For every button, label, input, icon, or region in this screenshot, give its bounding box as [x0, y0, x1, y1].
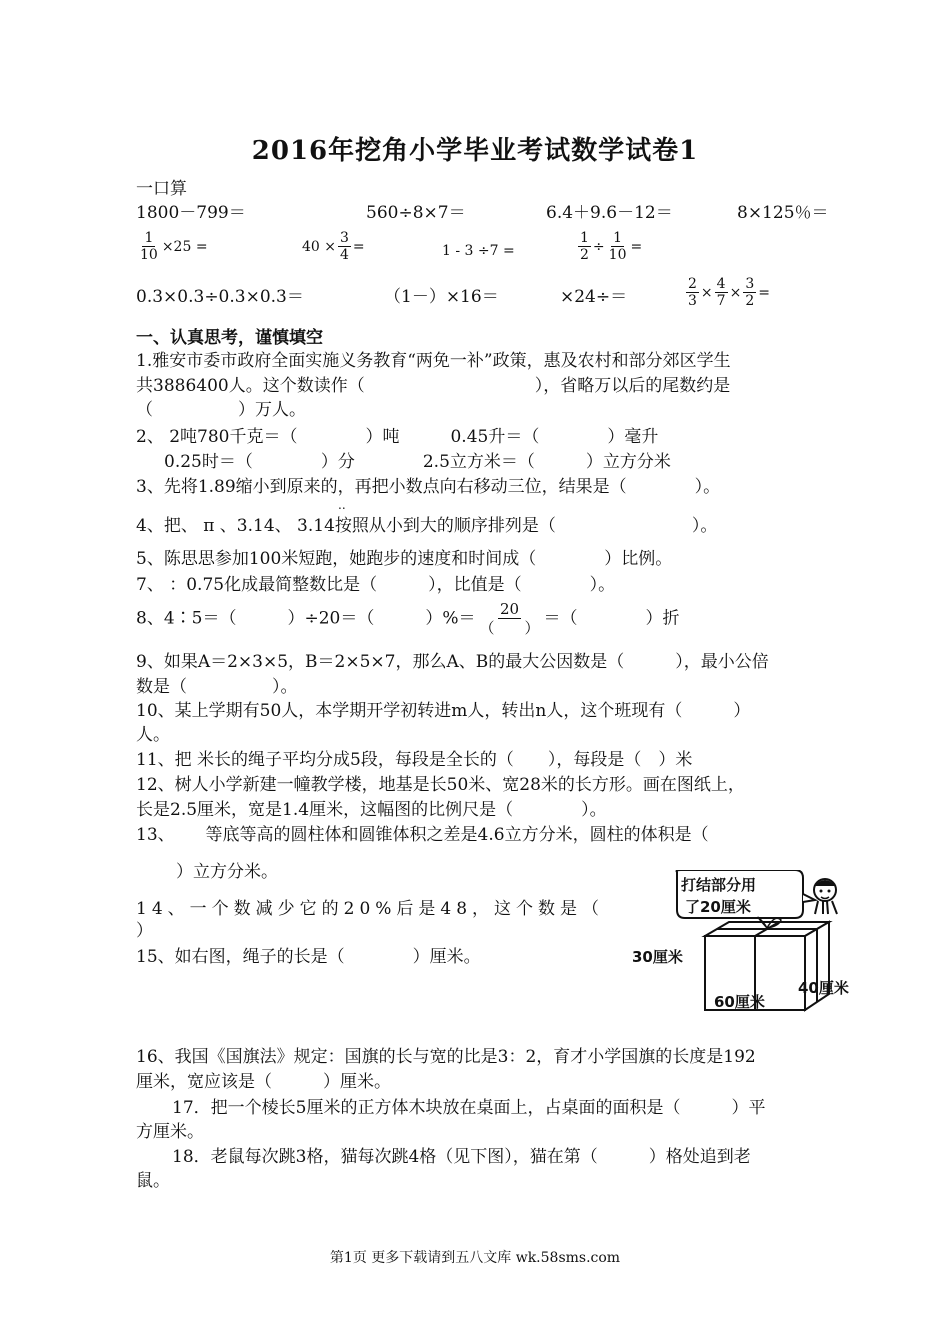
- question-16: 厘米，宽应该是（ ）厘米。: [136, 1072, 391, 1092]
- question-1: 1.雅安市委市政府全面实施义务教育“两免一补”政策，惠及农村和部分郊区学生: [136, 351, 731, 371]
- question-13: 13、 等底等高的圆柱体和圆锥体积之差是4.6立方分米，圆柱的体积是（: [136, 825, 709, 845]
- kousuan-heading: 一口算: [136, 179, 187, 199]
- question-17: 17．把一个棱长5厘米的正方体木块放在桌面上，占桌面的面积是（ ）平: [172, 1098, 766, 1118]
- question-10: 10、某上学期有50人，本学期开学初转进m人，转出n人，这个班现有（ ）: [136, 701, 751, 721]
- question-2: 0.25时＝（ ）分 2.5立方米＝（ ）立方分米: [164, 452, 671, 472]
- kousuan-item: 1800－799＝: [136, 203, 246, 223]
- kousuan-item: 1 - 3 ÷7 =: [442, 243, 515, 259]
- question-12: 12、树人小学新建一幢教学楼，地基是长50米、宽28米的长方形。画在图纸上，: [136, 775, 745, 795]
- question-4-dots: ..: [338, 498, 346, 512]
- question-12: 长是2.5厘米，宽是1.4厘米，这幅图的比例尺是（ ）。: [136, 800, 607, 820]
- question-15: 15、如右图，绳子的长是（ ）厘米。: [136, 947, 481, 967]
- kousuan-fraction-item: $\frac{2}{3}$ × $\frac{4}{7}$ × $\frac{3}{2}$ =: [688, 276, 770, 309]
- box-length-label: 60厘米: [714, 993, 765, 1011]
- box-height-label: 30厘米: [632, 948, 683, 966]
- question-14: 14、一个数减少它的20%后是48，这个数是（: [136, 899, 605, 919]
- question-7: 7、 ：0.75化成最简整数比是（ ），比值是（ ）。: [136, 575, 616, 595]
- question-9: 9、如果A＝2×3×5，B＝2×5×7，那么A、B的最大公因数是（ ），最小公倍: [136, 652, 769, 672]
- question-9: 数是（ ）。: [136, 677, 298, 697]
- question-1: 共3886400人。这个数读作（ ），省略万以后的尾数约是: [136, 376, 731, 396]
- question-11: 11、把 米长的绳子平均分成5段，每段是全长的（ ），每段是（ ）米: [136, 750, 693, 770]
- kousuan-item: ×24÷＝: [560, 287, 628, 307]
- page-title: 2016年挖角小学毕业考试数学试卷1: [251, 136, 699, 166]
- question-8: 8、4∶5＝（ ）÷20＝（ ）%＝ $\frac{20}{( )}$ ＝（ ）折: [136, 600, 680, 637]
- question-18: 鼠。: [136, 1171, 170, 1191]
- question-18: 18．老鼠每次跳3格，猫每次跳4格（见下图），猫在第（ ）格处追到老: [172, 1147, 751, 1167]
- question-14: ）: [136, 921, 153, 941]
- section-heading: 一、认真思考，谨慎填空: [136, 328, 323, 348]
- kousuan-item: 8×125％＝: [737, 203, 829, 223]
- kousuan-item: 560÷8×7＝: [366, 203, 466, 223]
- kousuan-fraction-item: $\frac{1}{10}$ ×25 =: [140, 230, 208, 263]
- kousuan-item: 6.4＋9.6－12＝: [546, 203, 673, 223]
- question-10: 人。: [136, 725, 170, 745]
- question-5: 5、陈思思参加100米短跑，她跑步的速度和时间成（ ）比例。: [136, 549, 673, 569]
- kousuan-item: 0.3×0.3÷0.3×0.3＝: [136, 287, 304, 307]
- question-16: 16、我国《国旗法》规定：国旗的长与宽的比是3：2，育才小学国旗的长度是192: [136, 1047, 756, 1067]
- kousuan-item: （1－）×16＝: [384, 287, 499, 307]
- box-width-label: 40厘米: [798, 979, 849, 997]
- question-17: 方厘米。: [136, 1122, 204, 1142]
- question-4: 4、把、 π 、3.14、 3.14按照从小到大的顺序排列是（ ）。: [136, 516, 718, 536]
- question-3: 3、先将1.89缩小到原来的，再把小数点向右移动三位，结果是（ ）。: [136, 477, 721, 497]
- page-footer: 第1页 更多下载请到五八文库 wk.58sms.com: [329, 1250, 621, 1266]
- bubble-text: 了20厘米: [685, 898, 751, 916]
- kousuan-fraction-item: 40 × $\frac{3}{4}$ =: [302, 230, 365, 263]
- question-13: ）立方分米。: [176, 862, 278, 882]
- question-1: （ ）万人。: [136, 400, 306, 420]
- question-2: 2、 2吨780千克＝（ ）吨 0.45升＝（ ）毫升: [136, 427, 659, 447]
- kousuan-fraction-item: $\frac{1}{2}$ ÷ $\frac{1}{10}$ =: [580, 230, 643, 263]
- bubble-text: 打结部分用: [681, 876, 757, 894]
